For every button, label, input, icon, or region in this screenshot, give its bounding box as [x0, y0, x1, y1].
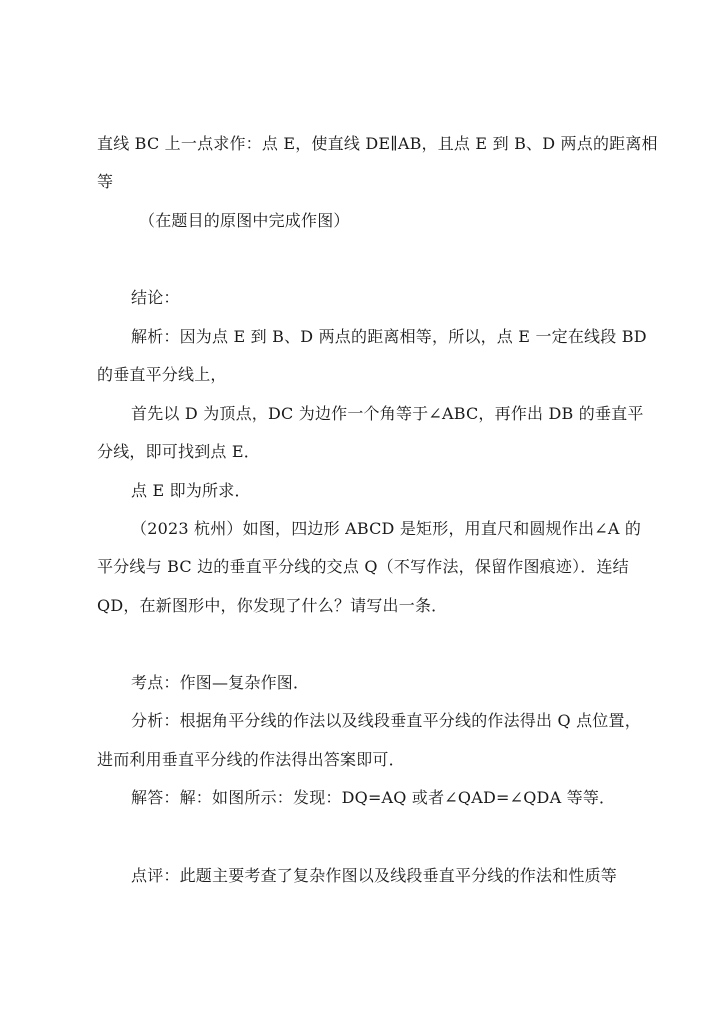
problem-text-line-1: 直线 BC 上一点求作：点 E，使直线 DE∥AB，且点 E 到 B、D 两点的距离相 — [97, 134, 658, 153]
instruction-note: （在题目的原图中完成作图） — [139, 211, 350, 230]
topic-line: 考点：作图—复杂作图． — [131, 673, 310, 692]
problem2-line-2: 平分线与 BC 边的垂直平分线的交点 Q（不写作法，保留作图痕迹）．连结 — [97, 557, 629, 576]
analysis-line-2: 的垂直平分线上， — [97, 365, 227, 384]
result-line: 点 E 即为所求． — [131, 481, 251, 500]
method-line-2: 分线，即可找到点 E． — [97, 442, 260, 461]
problem2-line-1: （2023 杭州）如图，四边形 ABCD 是矩形，用直尺和圆规作出∠A 的 — [131, 519, 642, 538]
method-line-1: 首先以 D 为顶点，DC 为边作一个角等于∠ABC，再作出 DB 的垂直平 — [131, 404, 644, 423]
problem-text-line-2: 等 — [97, 172, 114, 191]
comment-line: 点评：此题主要考查了复杂作图以及线段垂直平分线的作法和性质等 — [131, 866, 618, 885]
answer-line: 解答：解：如图所示：发现：DQ=AQ 或者∠QAD=∠QDA 等等． — [131, 788, 616, 807]
analysis2-line-2: 进而利用垂直平分线的作法得出答案即可． — [97, 750, 405, 769]
conclusion-label: 结论： — [131, 288, 180, 307]
problem2-line-3: QD，在新图形中，你发现了什么？请写出一条． — [97, 596, 448, 615]
analysis-line-1: 解析：因为点 E 到 B、D 两点的距离相等，所以，点 E 一定在线段 BD — [131, 327, 647, 346]
analysis2-line-1: 分析：根据角平分线的作法以及线段垂直平分线的作法得出 Q 点位置， — [131, 711, 641, 730]
